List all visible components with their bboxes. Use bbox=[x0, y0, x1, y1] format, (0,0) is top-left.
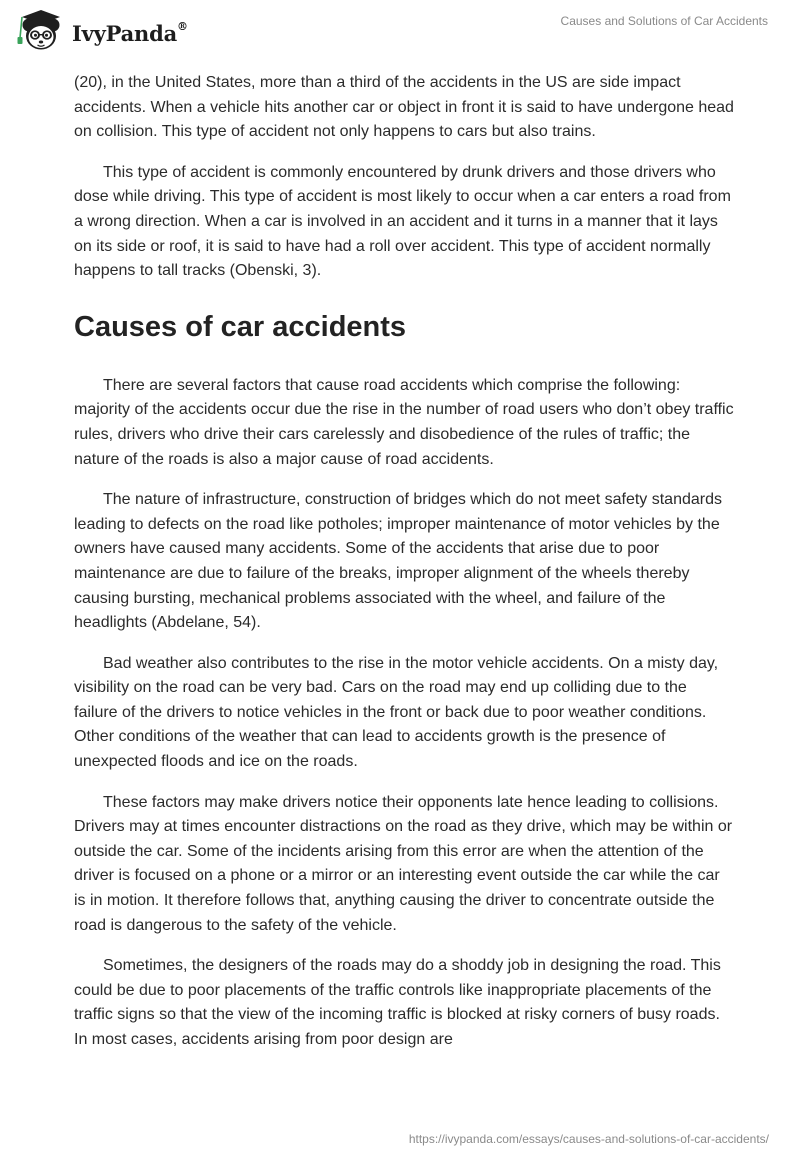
paragraph: The nature of infrastructure, construction of bridges which do not meet safety standards leading to defects on the road like potholes; improper maintenance of motor vehicles by the owners have caused many accidents. Some of the accidents that arise due to poor maintenance are due to failure of the breaks, improper alignment of the wheels thereby causing bursting, mechanical problems associated with the wheel, and failure of the headlights (Abdelane, 54). bbox=[74, 491, 722, 632]
paragraph: Bad weather also contributes to the rise in the motor vehicle accidents. On a misty day, visibility on the road can be very bad. Cars on the road may end up colliding due to the failure of the drivers to notice vehicles in the front or back due to poor weather conditions. Other conditions of the weather that can lead to accidents growth is the presence of unexpected floods and ice on the roads. bbox=[74, 654, 719, 771]
paragraph: Sometimes, the designers of the roads may do a shoddy job in designing the road. This could be due to poor placements of the traffic controls like inappropriate placements of the traffic signs so that the view of the incoming traffic is blocked at risky corners of busy roads. In most cases, accidents arising from poor design are bbox=[74, 957, 721, 1048]
paragraph: These factors may make drivers notice their opponents late hence leading to collisions. Drivers may at times encounter distractions on the road as they drive, which may be within or outside the car. Some of the incidents arising from this error are when the attention of the driver is focused on a phone or a mirror or an interesting event outside the car while the car is in motion. It therefore follows that, anything causing the driver to concentrate outside the road is dangerous to the safety of the vehicle. bbox=[74, 793, 733, 934]
brand-name: IvyPanda® bbox=[72, 19, 188, 46]
page-header bbox=[0, 0, 800, 66]
panda-graduate-icon bbox=[14, 8, 68, 54]
paragraph: There are several factors that cause road accidents which comprise the following: majority of the accidents occur due the rise in the number of road users who don’t obey traffic rules, drivers who drive their cars carelessly and disobedience of the rules of traffic; the nature of the roads is also a major cause of road accidents. bbox=[74, 376, 734, 468]
essay-body bbox=[74, 71, 734, 1069]
paragraph: (20), in the United States, more than a third of the accidents in the US are side impact accidents. When a vehicle hits another car or object in front it is said to have undergone head on collision. This type of accident not only happens to cars but also trains. bbox=[74, 74, 734, 141]
source-url[interactable]: https://ivypanda.com/essays/causes-and-solutions-of-car-accidents/ bbox=[408, 1132, 769, 1146]
document-title: Causes and Solutions of Car Accidents bbox=[560, 14, 768, 28]
paragraph: This type of accident is commonly encountered by drunk drivers and those drivers who dose while driving. This type of accident is most likely to occur when a car enters a road from a wrong direction. When a car is involved in an accident and it turns in a manner that it lays on its side or roof, it is said to have had a roll over accident. This type of accident normally happens to tall tracks (Obenski, 3). bbox=[74, 163, 731, 280]
brand-logo[interactable] bbox=[14, 8, 188, 54]
section-heading: Causes of car accidents bbox=[74, 310, 407, 343]
